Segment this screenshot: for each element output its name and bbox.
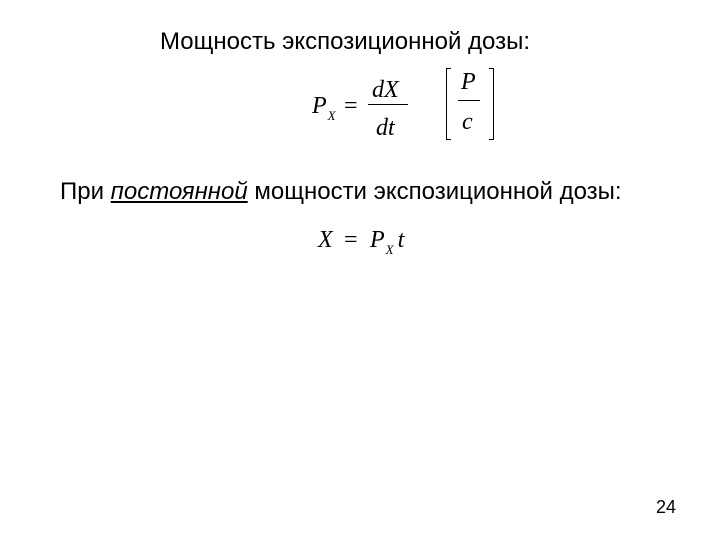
formula1-numerator: dX	[372, 77, 399, 103]
unit-bracket-left	[446, 68, 451, 140]
formula1-lhs	[312, 94, 336, 121]
formula1-fraction-bar	[368, 104, 408, 105]
unit-bracket-right	[489, 68, 494, 140]
unit-fraction-bar	[458, 100, 480, 101]
formula1-equals: =	[344, 93, 358, 119]
formula2-lhs: X	[318, 227, 333, 253]
heading-dose-rate: Мощность экспозиционной дозы:	[160, 28, 531, 55]
formula2-rhs-variable: t	[397, 227, 405, 253]
heading-constant-dose-rate	[60, 178, 622, 206]
unit-denominator: c	[462, 109, 473, 135]
formula2-rhs-subscript: X	[385, 242, 394, 257]
unit-numerator: P	[461, 69, 476, 95]
formula2-rhs	[370, 228, 404, 255]
formula1-lhs-symbol: P	[312, 93, 327, 119]
page-number: 24	[655, 497, 676, 517]
heading2-prefix: При	[60, 178, 111, 205]
heading2-suffix: мощности экспозиционной дозы:	[247, 178, 622, 205]
formula2-equals: =	[344, 227, 358, 253]
formula1-lhs-subscript: X	[327, 108, 336, 123]
formula1-denominator: dt	[376, 115, 395, 141]
heading2-emphasis: постоянной	[110, 178, 248, 205]
formula2-rhs-symbol: P	[370, 227, 385, 253]
